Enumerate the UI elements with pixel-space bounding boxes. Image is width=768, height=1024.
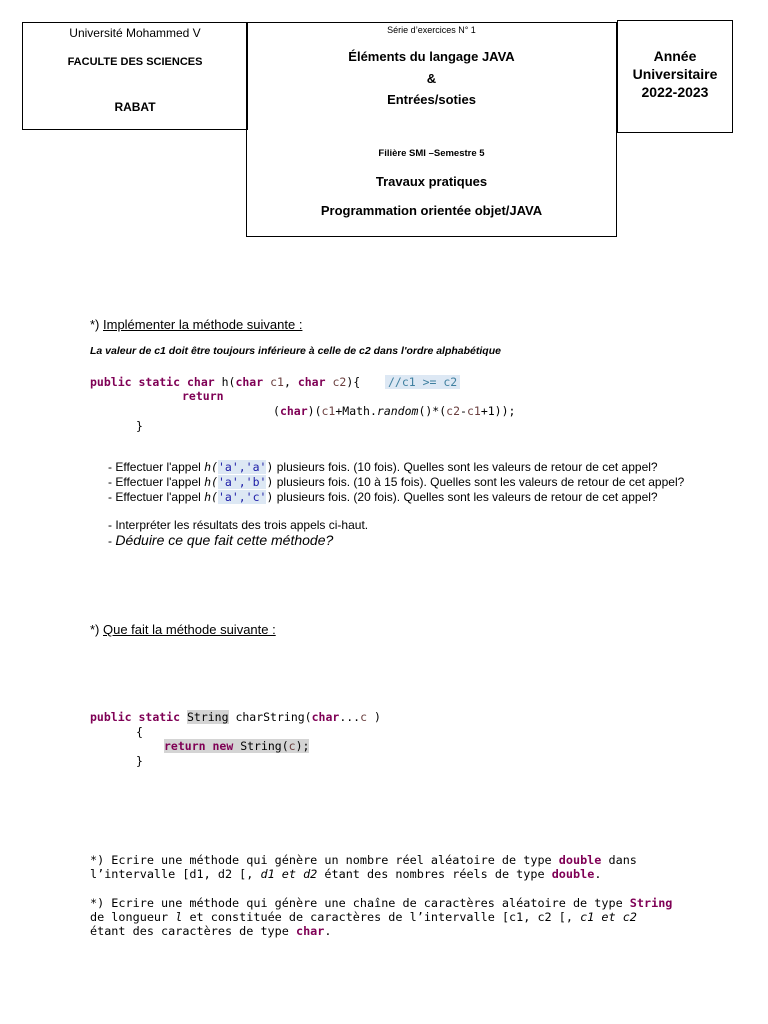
- var-c1-2: c1: [321, 404, 336, 418]
- ex4-line2: [90, 910, 637, 924]
- call-fn: h(: [204, 460, 218, 474]
- bullet-pre: - Effectuer l'appel: [108, 475, 205, 489]
- bullet-pre: - Effectuer l'appel: [108, 460, 205, 474]
- text: étant des nombres réels de type: [317, 867, 552, 881]
- math: +Math.: [335, 404, 377, 418]
- kw-public: public: [90, 710, 132, 724]
- ex1-bullet-1: [108, 460, 658, 474]
- var-c: c: [288, 739, 296, 753]
- call-close: ): [266, 460, 274, 474]
- ex1-heading-text: Implémenter la méthode suivante :: [103, 317, 303, 332]
- ex2-heading-text: Que fait la méthode suivante :: [103, 622, 276, 637]
- ex1-note: La valeur de c1 doit être toujours inférieure à celle de c2 dans l'ordre alphabétique: [90, 345, 501, 357]
- kw-char-3: char: [297, 375, 326, 389]
- tp-label: Travaux pratiques: [375, 174, 488, 189]
- call-close: ): [266, 475, 274, 489]
- kw-new: new: [212, 739, 234, 753]
- ex1-return: return: [182, 389, 224, 403]
- kw-string: String: [629, 896, 673, 910]
- fn-random: random: [376, 404, 419, 418]
- ex1-bullet-2: [108, 475, 684, 489]
- fn-charstring: charString(: [228, 710, 312, 724]
- text: dans: [601, 853, 637, 867]
- ex3-line2: [90, 867, 601, 881]
- ex1-deduce: [108, 532, 333, 550]
- city-name: RABAT: [114, 100, 156, 114]
- paren-3: ()*(: [418, 404, 447, 418]
- ex2-code-line1: [90, 710, 381, 724]
- ex1-brace: }: [136, 419, 143, 433]
- kw-char-cast: char: [279, 404, 308, 418]
- ex2-return-line: [164, 739, 309, 753]
- doc-title-line3: Entrées/soties: [387, 92, 476, 107]
- call-fn: h(: [204, 490, 218, 504]
- kw-char-2: char: [235, 375, 264, 389]
- kw-return: return: [164, 739, 206, 753]
- university-name: Université Mohammed V: [69, 26, 201, 40]
- kw-char: char: [295, 924, 325, 938]
- kw-char: char: [186, 375, 215, 389]
- ex1-interpret: - Interpréter les résultats des trois appels ci-haut.: [108, 518, 369, 532]
- ex1-star: *): [90, 317, 103, 332]
- bullet-post: plusieurs fois. (20 fois). Quelles sont les valeurs de retour de cet appel?: [273, 490, 658, 504]
- ex1-bullet-3: [108, 490, 658, 504]
- kw-static: static: [138, 375, 181, 389]
- var-c2-2: c2: [446, 404, 461, 418]
- call-args: 'a','b': [217, 475, 267, 489]
- text: *) Ecrire une méthode qui génère un nombre réel aléatoire de type: [90, 853, 559, 867]
- var-c1: c1: [270, 375, 284, 389]
- kw-public: public: [90, 375, 132, 389]
- text: *) Ecrire une méthode qui génère une chaîne de caractères aléatoire de type: [90, 896, 630, 910]
- paren: (: [273, 404, 280, 418]
- ex2-close-brace: }: [136, 754, 143, 768]
- text: l’intervalle [d1, d2 [,: [90, 867, 261, 881]
- ex4-line1: [90, 896, 672, 910]
- kw-double: double: [558, 853, 602, 867]
- type-string: String: [186, 710, 229, 724]
- call-fn: h(: [204, 475, 218, 489]
- kw-static: static: [138, 710, 181, 724]
- fn-h: h(: [214, 375, 236, 389]
- year-line3: 2022-2023: [641, 84, 709, 100]
- ex1-code-line3: [273, 404, 515, 418]
- text-italic: d1 et d2: [260, 867, 318, 881]
- ex4-line3: [90, 924, 332, 938]
- kw-char: char: [311, 710, 340, 724]
- text: de longueur: [90, 910, 176, 924]
- course-label: Programmation orientée objet/JAVA: [320, 203, 543, 218]
- year-line2: Universitaire: [632, 66, 718, 82]
- ex2-heading: [90, 622, 276, 637]
- call-close: ): [266, 490, 274, 504]
- doc-title-line2: &: [426, 71, 437, 86]
- var-c2: c2: [332, 375, 347, 389]
- doc-title-line1: Éléments du langage JAVA: [348, 49, 515, 64]
- ex1-heading: [90, 317, 302, 332]
- bullet-post: plusieurs fois. (10 à 15 fois). Quelles sont les valeurs de retour de cet appel?: [273, 475, 685, 489]
- paren-2: )(: [307, 404, 322, 418]
- text-italic: l: [175, 910, 183, 924]
- text: .: [324, 924, 332, 938]
- ex1-code-line1: [90, 375, 360, 389]
- ex1-comment: //c1 >= c2: [385, 375, 460, 389]
- close-paren: ){: [346, 375, 361, 389]
- text: .: [594, 867, 602, 881]
- filiere-label: Filière SMI –Semestre 5: [378, 148, 485, 159]
- close-paren: ): [367, 710, 381, 724]
- year-line1: Année: [653, 48, 697, 64]
- bullet-pre: - Effectuer l'appel: [108, 490, 205, 504]
- var-c1-3: c1: [466, 404, 481, 418]
- ex3-line1: [90, 853, 637, 867]
- deduce-text: Déduire ce que fait cette méthode?: [115, 532, 334, 548]
- dash: -: [108, 534, 116, 548]
- minus: -: [460, 404, 467, 418]
- close: );: [295, 739, 310, 753]
- call-args: 'a','a': [217, 460, 267, 474]
- text: étant des caractères de type: [90, 924, 296, 938]
- bullet-post: plusieurs fois. (10 fois). Quelles sont les valeurs de retour de cet appel?: [273, 460, 658, 474]
- text: et constituée de caractères de l’intervalle [c1, c2 [,: [182, 910, 581, 924]
- var-c: c: [360, 710, 368, 724]
- comma: ,: [283, 375, 298, 389]
- ex2-star: *): [90, 622, 103, 637]
- plus1: +1));: [480, 404, 516, 418]
- varargs: ...: [339, 710, 361, 724]
- call-args: 'a','c': [217, 490, 267, 504]
- text-italic: c1 et c2: [580, 910, 637, 924]
- kw-double: double: [551, 867, 595, 881]
- ex2-open-brace: {: [136, 725, 143, 739]
- series-label: Série d’exercices N° 1: [387, 25, 476, 35]
- faculty-name: FACULTE DES SCIENCES: [67, 56, 203, 68]
- ctor-string: String(: [233, 739, 289, 753]
